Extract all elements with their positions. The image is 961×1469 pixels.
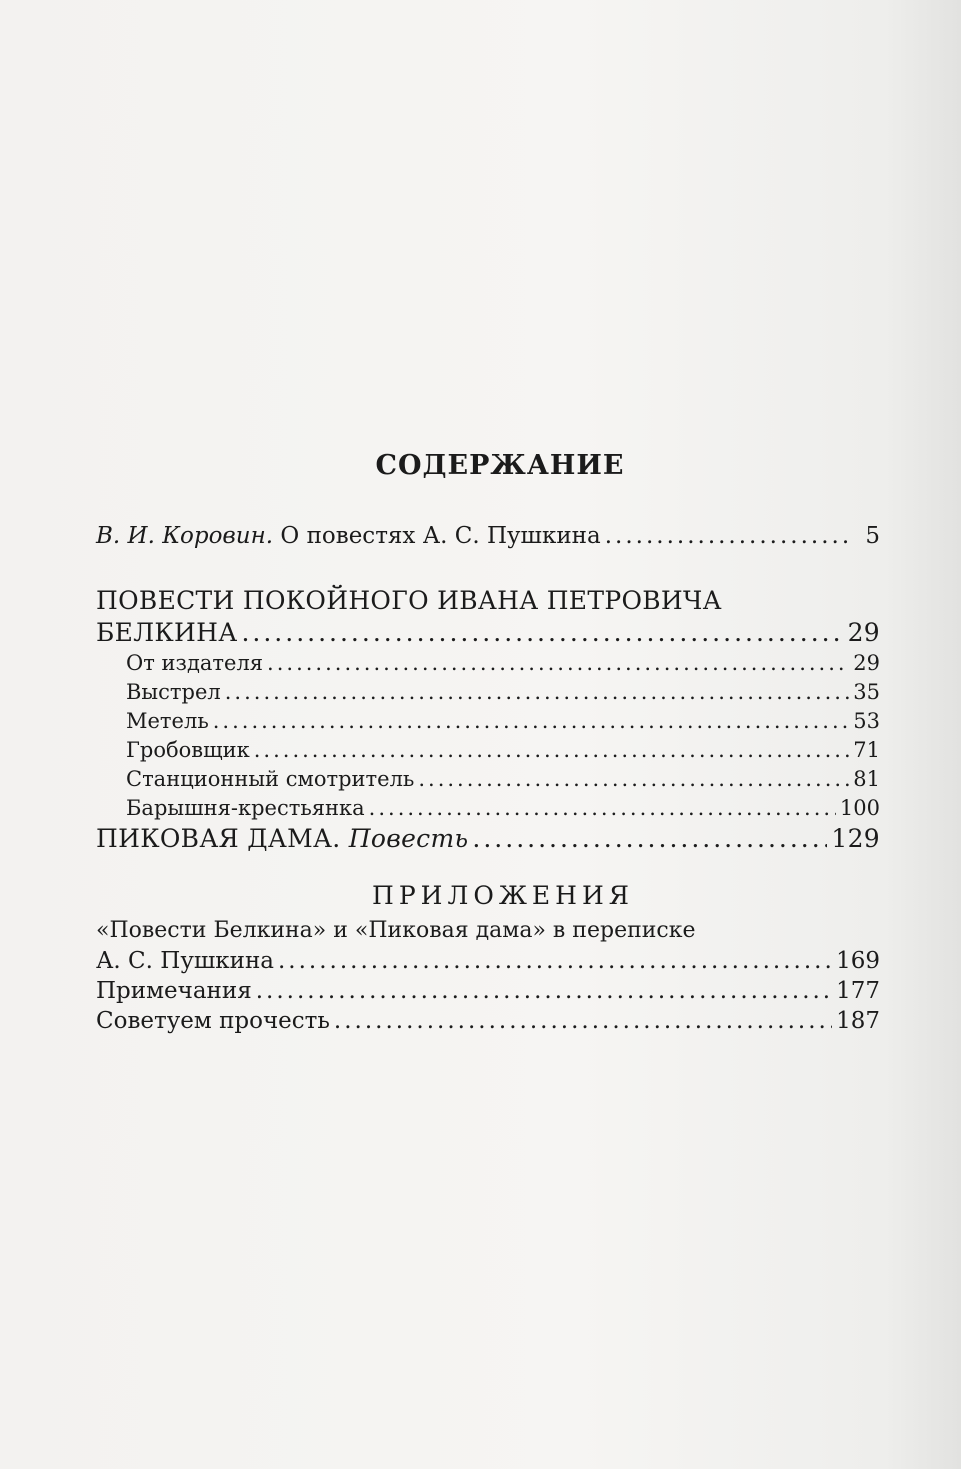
toc-subentry <box>96 707 880 736</box>
subentry-page: 53 <box>853 709 880 733</box>
intro-author: В. И. Коровин. <box>96 523 274 549</box>
belkin-title-line2: БЕЛКИНА <box>96 618 238 647</box>
intro-page: 5 <box>865 523 880 549</box>
toc-subentry <box>96 765 880 794</box>
subentry-title: Станционный смотритель <box>126 767 415 791</box>
appendix-heading: ПРИЛОЖЕНИЯ <box>372 881 634 910</box>
notes-page: 177 <box>836 978 880 1004</box>
subentry-page: 29 <box>853 651 880 675</box>
toc-subentry <box>96 649 880 678</box>
toc-subentry <box>96 794 880 823</box>
subentry-title: Барышня-крестьянка <box>126 796 365 820</box>
toc-subentry <box>96 736 880 765</box>
toc-entry-advice <box>96 1006 880 1036</box>
contents-heading: СОДЕРЖАНИЕ <box>375 450 625 481</box>
leader-dots <box>267 649 849 678</box>
leader-dots <box>334 1006 832 1036</box>
toc-entry-notes <box>96 976 880 1006</box>
subentry-page: 81 <box>853 767 880 791</box>
letters-title-line1: «Повести Белкина» и «Пиковая дама» в переписке <box>96 918 696 943</box>
queen-subtitle: Повесть <box>348 824 469 853</box>
toc-entry-belkin <box>96 617 880 649</box>
subentry-page: 100 <box>839 796 880 820</box>
toc-entry-intro <box>96 521 880 551</box>
queen-page: 129 <box>831 824 880 853</box>
subentry-title: Выстрел <box>126 680 221 704</box>
subentry-title: Метель <box>126 709 209 733</box>
leader-dots <box>254 736 850 765</box>
intro-title: О повестях А. С. Пушкина <box>280 523 601 549</box>
leader-dots <box>278 946 832 976</box>
subentry-title: От издателя <box>126 651 264 675</box>
subentry-page: 71 <box>853 738 880 762</box>
queen-title: ПИКОВАЯ ДАМА. <box>96 824 341 853</box>
toc-subentry <box>96 678 880 707</box>
notes-title: Примечания <box>96 978 252 1004</box>
leader-dots <box>418 765 849 794</box>
belkin-title-line1: ПОВЕСТИ ПОКОЙНОГО ИВАНА ПЕТРОВИЧА <box>96 586 722 615</box>
leader-dots <box>213 707 850 736</box>
letters-title-line2: А. С. Пушкина <box>96 948 274 974</box>
toc-entry-queen <box>96 823 880 855</box>
leader-dots <box>369 794 836 823</box>
leader-dots <box>605 521 852 551</box>
leader-dots <box>472 823 827 855</box>
leader-dots <box>241 617 843 649</box>
subentry-page: 35 <box>853 680 880 704</box>
leader-dots <box>256 976 832 1006</box>
toc-entry-letters <box>96 946 880 976</box>
leader-dots <box>225 678 850 707</box>
belkin-page: 29 <box>847 618 880 647</box>
advice-title: Советуем прочесть <box>96 1008 330 1034</box>
table-of-contents <box>96 450 880 1036</box>
letters-page: 169 <box>836 948 880 974</box>
subentry-title: Гробовщик <box>126 738 250 762</box>
advice-page: 187 <box>836 1008 880 1034</box>
